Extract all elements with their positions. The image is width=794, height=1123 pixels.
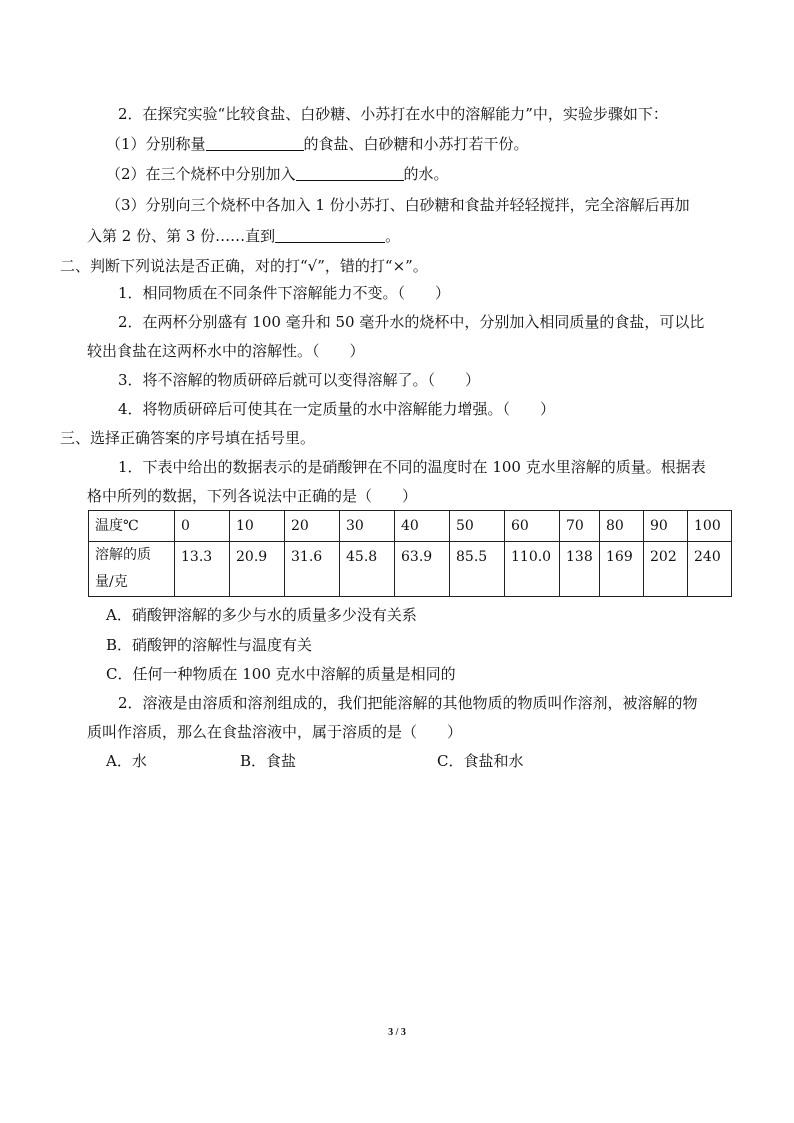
q2-option-c: C．食盐和水: [437, 752, 524, 770]
section3-q1-line2: 格中所列的数据，下列各说法中正确的是（ ）: [87, 487, 418, 505]
mass-cell: 45.8: [340, 542, 395, 597]
step3-suffix: 。: [385, 227, 401, 245]
solubility-table: [88, 510, 732, 597]
mass-cell: 13.3: [175, 542, 230, 597]
mass-cell: 85.5: [450, 542, 505, 597]
section2-item-2-cont: 较出食盐在这两杯水中的溶解性。（ ）: [87, 342, 365, 360]
mass-cell: 138: [560, 542, 600, 597]
step1-answer-blank[interactable]: [206, 135, 304, 151]
page-number: 3 / 3: [388, 1027, 406, 1038]
temp-cell: 30: [340, 511, 395, 542]
q1-option-b: B．硝酸钾的溶解性与温度有关: [106, 636, 313, 654]
section3-q2-line1: 2．溶液是由溶质和溶剂组成的，我们把能溶解的其他物质的物质叫作溶剂，被溶解的物: [118, 694, 698, 712]
temp-cell: 50: [450, 511, 505, 542]
q2-options: [0, 751, 794, 771]
temp-cell: 70: [560, 511, 600, 542]
temp-cell: 20: [285, 511, 340, 542]
temperature-header: 温度℃: [89, 511, 175, 542]
section3-heading: 三、选择正确答案的序号填在括号里。: [60, 429, 316, 447]
q1-option-c: C．任何一种物质在 100 克水中溶解的质量是相同的: [106, 665, 456, 683]
mass-header: 溶解的质 量/克: [89, 542, 175, 597]
step2-suffix: 的水。: [403, 165, 449, 183]
step3-prefix: 入第 2 份、第 3 份……直到: [87, 227, 276, 245]
mass-cell: 20.9: [230, 542, 285, 597]
mass-cell: 169: [600, 542, 644, 597]
section2-item-2: 2．在两杯分别盛有 100 毫升和 50 毫升水的烧杯中，分别加入相同质量的食盐，可以比: [118, 313, 705, 331]
step1-prefix: （1）分别称量: [106, 135, 206, 153]
mass-cell: 110.0: [505, 542, 560, 597]
q2-step3-line2: [0, 226, 794, 246]
temp-cell: 80: [600, 511, 644, 542]
temp-cell: 60: [505, 511, 560, 542]
section2-item-4: 4．将物质研碎后可使其在一定质量的水中溶解能力增强。（ ）: [118, 400, 556, 418]
step2-answer-blank[interactable]: [296, 165, 404, 181]
section2-heading: 二、判断下列说法是否正确，对的打“√”，错的打“×”。: [60, 257, 428, 275]
q2-step1: [0, 134, 794, 154]
q1-option-a: A．硝酸钾溶解的多少与水的质量多少没有关系: [106, 606, 417, 624]
temp-cell: 0: [175, 511, 230, 542]
temp-cell: 40: [395, 511, 450, 542]
q2-option-a: A．水: [106, 752, 147, 770]
section3-q1-line1: 1．下表中给出的数据表示的是硝酸钾在不同的温度时在 100 克水里溶解的质量。根据表: [118, 458, 706, 476]
step1-suffix: 的食盐、白砂糖和小苏打若干份。: [303, 135, 529, 153]
table-row-mass: [89, 542, 732, 597]
temp-cell: 90: [644, 511, 688, 542]
temp-cell: 100: [688, 511, 732, 542]
mass-cell: 63.9: [395, 542, 450, 597]
temp-cell: 10: [230, 511, 285, 542]
mass-cell: 240: [688, 542, 732, 597]
mass-cell: 31.6: [285, 542, 340, 597]
section3-q2-line2: 质叫作溶质，那么在食盐溶液中，属于溶质的是（ ）: [87, 723, 463, 741]
section2-item-3: 3．将不溶解的物质研碎后就可以变得溶解了。（ ）: [118, 371, 481, 389]
q2-step2: [0, 164, 794, 184]
step2-prefix: （2）在三个烧杯中分别加入: [106, 165, 296, 183]
q2-intro: 2．在探究实验“比较食盐、白砂糖、小苏打在水中的溶解能力”中，实验步骤如下：: [118, 105, 668, 123]
section2-item-1: 1．相同物质在不同条件下溶解能力不变。（ ）: [118, 284, 451, 302]
mass-cell: 202: [644, 542, 688, 597]
q2-step3-line1: （3）分别向三个烧杯中各加入 1 份小苏打、白砂糖和食盐并轻轻搅拌，完全溶解后再加: [106, 196, 690, 214]
table-row-temperature: [89, 511, 732, 542]
q2-option-b: B．食盐: [240, 752, 297, 770]
step3-answer-blank[interactable]: [275, 227, 385, 243]
